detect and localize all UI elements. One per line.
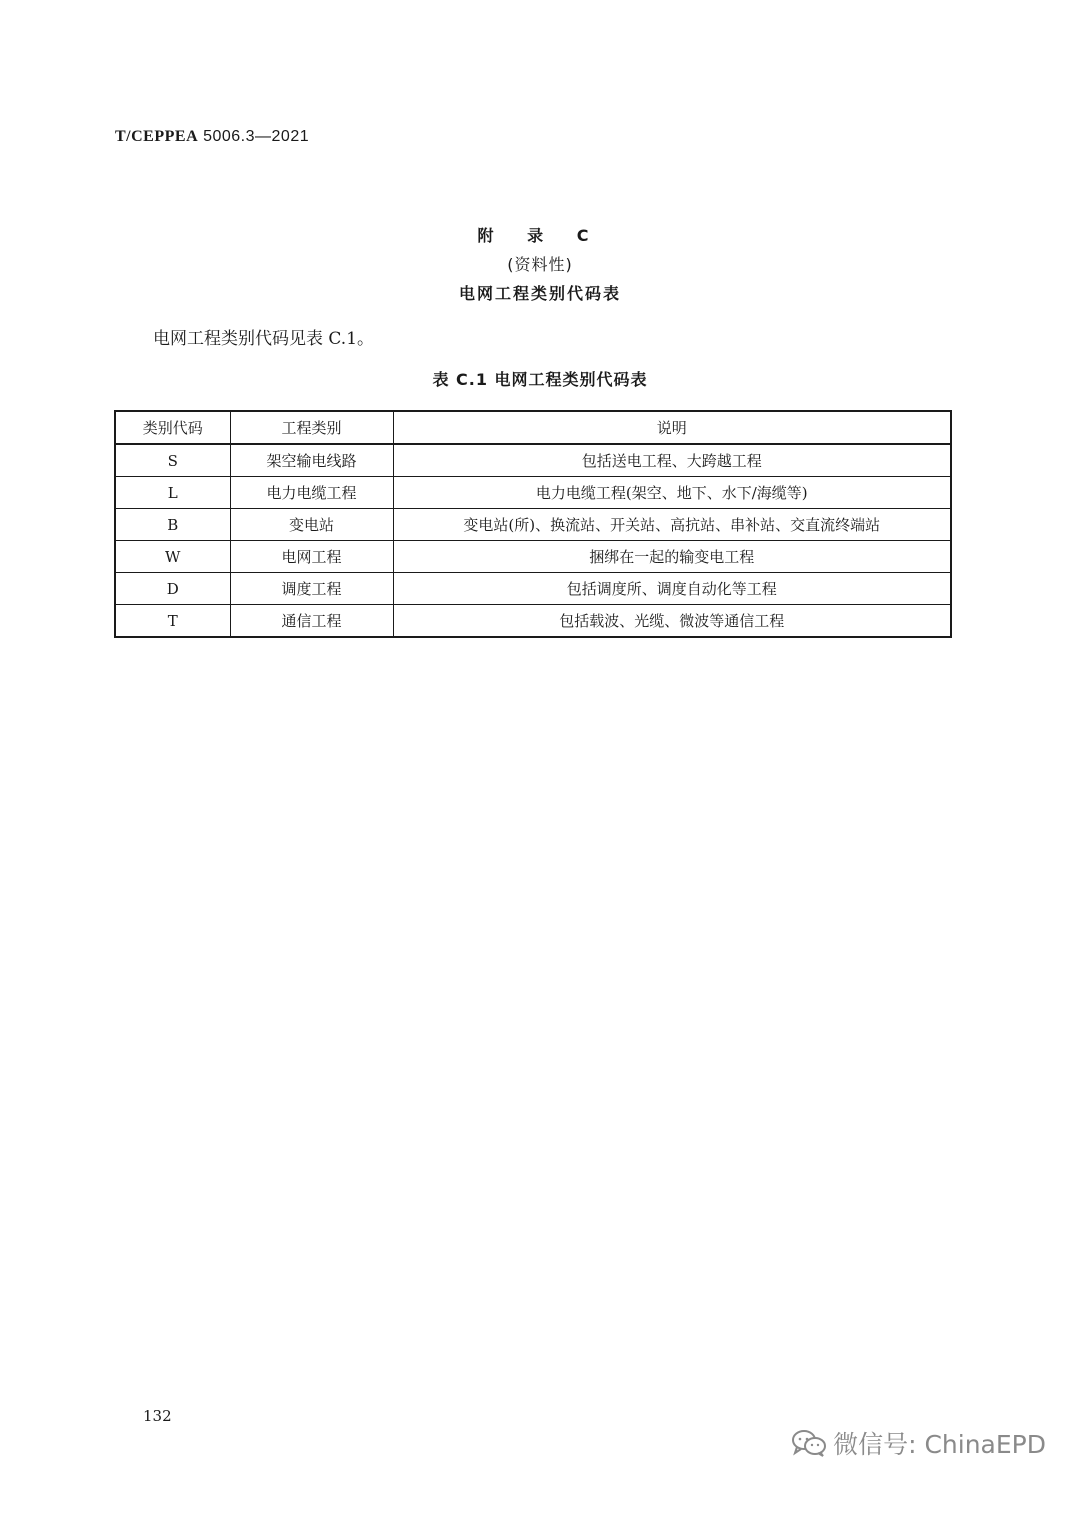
cell-category: 变电站: [230, 509, 393, 541]
cell-description: 包括载波、光缆、微波等通信工程: [393, 605, 951, 638]
appendix-nature: (资料性): [507, 255, 573, 274]
document-id-prefix: T/CEPPEA: [115, 128, 199, 145]
cell-description: 电力电缆工程(架空、地下、水下/海缆等): [393, 477, 951, 509]
appendix-title: 附 录 C: [477, 226, 603, 245]
column-header-code: 类别代码: [115, 411, 230, 444]
table-row: [115, 605, 951, 638]
cell-description: 包括送电工程、大跨越工程: [393, 444, 951, 477]
cell-category: 架空输电线路: [230, 444, 393, 477]
table-row: [115, 477, 951, 509]
cell-code: S: [115, 444, 230, 477]
category-code-table: [114, 410, 952, 638]
table-row: [115, 509, 951, 541]
cell-category: 电力电缆工程: [230, 477, 393, 509]
appendix-heading: 电网工程类别代码表: [458, 284, 621, 303]
column-header-category: 工程类别: [230, 411, 393, 444]
table-row: [115, 541, 951, 573]
cell-category: 调度工程: [230, 573, 393, 605]
cell-code: W: [115, 541, 230, 573]
document-id: [115, 128, 309, 146]
page-number: 132: [143, 1407, 172, 1425]
cell-description: 包括调度所、调度自动化等工程: [393, 573, 951, 605]
cell-code: B: [115, 509, 230, 541]
cell-code: T: [115, 605, 230, 638]
cell-description: 捆绑在一起的输变电工程: [393, 541, 951, 573]
cell-category: 通信工程: [230, 605, 393, 638]
wechat-icon: [791, 1428, 827, 1458]
watermark: [791, 1425, 1046, 1461]
cell-description: 变电站(所)、换流站、开关站、高抗站、串补站、交直流终端站: [393, 509, 951, 541]
cell-category: 电网工程: [230, 541, 393, 573]
document-id-number: 5006.3—2021: [203, 128, 310, 145]
table-row: [115, 573, 951, 605]
cell-code: D: [115, 573, 230, 605]
cell-code: L: [115, 477, 230, 509]
intro-paragraph: 电网工程类别代码见表 C.1。: [153, 329, 375, 349]
column-header-description: 说明: [393, 411, 951, 444]
table-header-row: [115, 411, 951, 444]
table-caption: 表 C.1 电网工程类别代码表: [432, 370, 648, 389]
watermark-text: 微信号: ChinaEPD: [833, 1430, 1046, 1459]
table-row: [115, 444, 951, 477]
